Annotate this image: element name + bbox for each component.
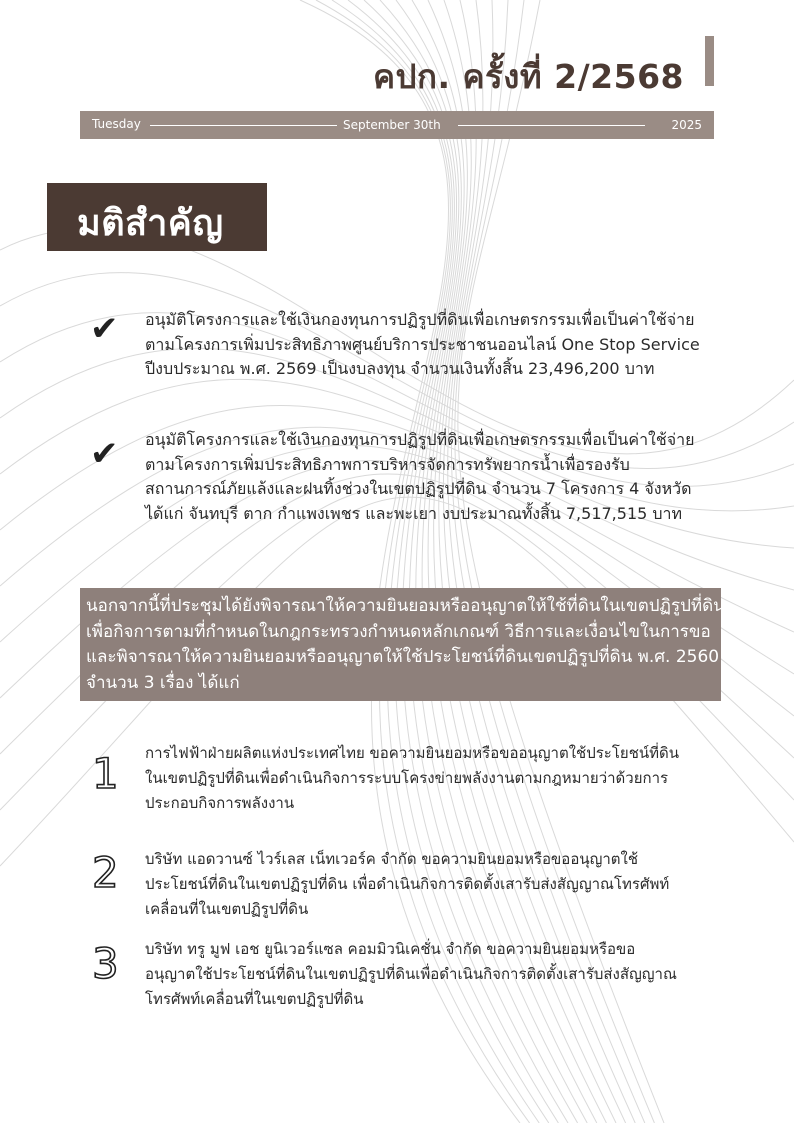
- title-accent-bar: [705, 36, 714, 86]
- resolution-line: ตามโครงการเพิ่มประสิทธิภาพศูนย์บริการประชาชนออนไลน์ One Stop Service: [145, 334, 700, 354]
- resolution-line: ตามโครงการเพิ่มประสิทธิภาพการบริหารจัดการทรัพยากรน้ำเพื่อรองรับ: [145, 454, 630, 474]
- item-line: บริษัท ทรู มูฟ เอช ยูนิเวอร์แซล คอมมิวนิเคชั่น จำกัด ขอความยินยอมหรือขอ: [145, 940, 636, 958]
- resolution-line: สถานการณ์ภัยแล้งและฝนทิ้งช่วงในเขตปฏิรูปที่ดิน จำนวน 7 โครงการ 4 จังหวัด: [145, 479, 692, 498]
- date-divider-left: [150, 125, 337, 126]
- intro-line: จำนวน 3 เรื่อง ได้แก่: [86, 672, 240, 693]
- item-2: [145, 847, 715, 922]
- checkmark-icon: ✔: [90, 434, 119, 474]
- checkmark-icon: ✔: [90, 309, 119, 349]
- item-number-2: 2: [92, 848, 119, 897]
- resolution-line: อนุมัติโครงการและใช้เงินกองทุนการปฏิรูปที่ดินเพื่อเกษตรกรรมเพื่อเป็นค่าใช้จ่าย: [145, 310, 695, 329]
- intro-box: [80, 588, 725, 701]
- item-line: ในเขตปฏิรูปที่ดินเพื่อดำเนินกิจการระบบโครงข่ายพลังงานตามกฎหมายว่าด้วยการ: [145, 769, 669, 787]
- resolution-line: ปีงบประมาณ พ.ศ. 2569 เป็นงบลงทุน จำนวนเงินทั้งสิ้น 23,496,200 บาท: [145, 359, 655, 378]
- item-line: เคลื่อนที่ในเขตปฏิรูปที่ดิน: [145, 900, 309, 918]
- date-divider-right: [458, 125, 645, 126]
- item-line: โทรศัพท์เคลื่อนที่ในเขตปฏิรูปที่ดิน: [145, 990, 364, 1008]
- resolution-1: [145, 308, 705, 382]
- item-line: ประกอบกิจการพลังงาน: [145, 794, 295, 812]
- intro-line: เพื่อกิจการตามที่กำหนดในกฎกระทรวงกำหนดหลักเกณฑ์ วิธีการและเงื่อนไขในการขอ: [86, 621, 711, 642]
- item-line: อนุญาตใช้ประโยชน์ที่ดินในเขตปฏิรูปที่ดินเพื่อดำเนินกิจการติดตั้งเสารับส่งสัญญาณ: [145, 965, 677, 983]
- item-number-3: 3: [92, 939, 119, 988]
- item-line: บริษัท แอดวานซ์ ไวร์เลส เน็ทเวอร์ค จำกัด ขอความยินยอมหรือขออนุญาตใช้: [145, 850, 639, 868]
- item-1: [145, 741, 715, 816]
- resolution-line: ได้แก่ จันทบุรี ตาก กำแพงเพชร และพะเยา งบประมาณทั้งสิ้น 7,517,515 บาท: [145, 503, 683, 523]
- intro-line: นอกจากนี้ที่ประชุมได้ยังพิจารณาให้ความยินยอมหรืออนุญาตให้ใช้ที่ดินในเขตปฏิรูปที่ดิน: [86, 596, 725, 616]
- item-3: [145, 937, 715, 1012]
- date-day: Tuesday: [92, 117, 141, 131]
- section-heading-box: [47, 183, 267, 251]
- resolution-2: [145, 428, 705, 526]
- item-line: การไฟฟ้าฝ่ายผลิตแห่งประเทศไทย ขอความยินยอมหรือขออนุญาตใช้ประโยชน์ที่ดิน: [145, 744, 680, 762]
- date-month: September 30th: [343, 118, 441, 132]
- item-number-1: 1: [92, 749, 119, 798]
- date-year: 2025: [671, 118, 702, 132]
- date-bar: [80, 111, 714, 139]
- intro-line: และพิจารณาให้ความยินยอมหรืออนุญาตให้ใช้ประโยชน์ที่ดินเขตปฏิรูปที่ดิน พ.ศ. 2560: [86, 647, 720, 667]
- document-title: คปก. ครั้งที่ 2/2568: [372, 57, 684, 96]
- item-line: ประโยชน์ที่ดินในเขตปฏิรูปที่ดิน เพื่อดำเนินกิจการติดตั้งเสารับส่งสัญญาณโทรศัพท์: [145, 875, 670, 893]
- resolution-line: อนุมัติโครงการและใช้เงินกองทุนการปฏิรูปที่ดินเพื่อเกษตรกรรมเพื่อเป็นค่าใช้จ่าย: [145, 430, 695, 449]
- section-heading: มติสำคัญ: [77, 203, 224, 244]
